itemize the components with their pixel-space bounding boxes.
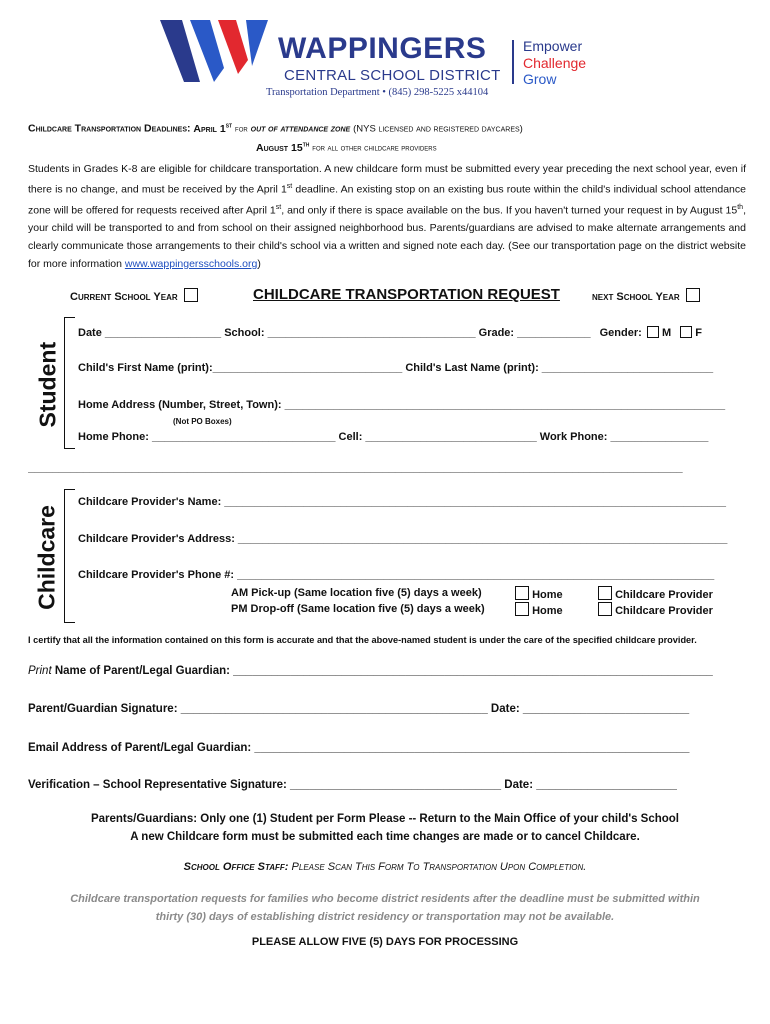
student-bracket	[64, 317, 75, 449]
deadlines-label: Childcare Transportation Deadlines:	[28, 122, 191, 135]
intro-paragraph: Students in Grades K-8 are eligible for childcare transportation. A new childcare form must be submitted every year preceding the next school year, even if there is no change, and must be received by the April 1st deadline. An existing stop on an existing bus route within the child's individual school attendance zone will be offered for requests received after April 1st, and only if there is space available on the bus. If you haven't turned your request in by August 15th, your child will be transported to and from school on their assigned neighborhood bus. Parents/guardians are advised to make alternate arrangements and clearly communicate those arrangements to their child's school via a written and signed note each day. (See our transportation page on the district website for more information www.wappingersschools.org)	[28, 163, 746, 270]
gender-m-checkbox[interactable]	[647, 326, 659, 338]
pm-home-option: Home	[515, 602, 563, 617]
pm-provider-option: Childcare Provider	[598, 602, 713, 617]
am-home-checkbox[interactable]	[515, 586, 529, 600]
am-home-option: Home	[515, 586, 563, 601]
deadlines-line-2	[256, 141, 437, 154]
gender-label: Gender:	[599, 327, 642, 339]
deadline-for-1: for	[235, 123, 248, 134]
student-row-address: Home Address (Number, Street, Town): ________________________________________________________________________	[78, 399, 726, 411]
guardian-email-row: Email Address of Parent/Legal Guardian: ____________________________________________________________________	[28, 742, 690, 754]
section-separator: ___________________________________________________________________________________________________________	[28, 462, 683, 474]
footer-line-1: Parents/Guardians: Only one (1) Student per Form Please -- Return to the Main Office of your child's School	[90, 813, 680, 825]
tagline-grow: Grow	[523, 71, 557, 87]
gender-f-label: F	[695, 327, 702, 339]
student-row-phones: Home Phone: ______________________________ Cell: ____________________________ Work Phone: ________________	[78, 431, 709, 443]
childcare-bracket	[64, 489, 75, 623]
tagline-empower: Empower	[523, 38, 583, 54]
student-row-date-school-grade: Date ___________________ School: __________________________________ Grade: ____________ Gender: M F	[78, 327, 702, 339]
certify-statement: I certify that all the information contained on this form is accurate and that the above-named student is under the care of the specified childcare provider.	[28, 635, 697, 645]
deadline-zone-1-note: (NYS licensed and registered daycares)	[353, 123, 523, 135]
childcare-row-name: Childcare Provider's Name: __________________________________________________________________________________	[78, 496, 726, 508]
student-section-label: Student	[34, 341, 61, 428]
childcare-row-phone: Childcare Provider's Phone #: ______________________________________________________________________________	[78, 569, 715, 581]
district-subtitle: CENTRAL SCHOOL DISTRICT	[284, 67, 501, 84]
district-logo	[160, 16, 600, 86]
gender-f-checkbox[interactable]	[680, 326, 692, 338]
childcare-row-address: Childcare Provider's Address: ________________________________________________________________________________	[78, 533, 728, 545]
address-note: (Not PO Boxes)	[173, 417, 232, 426]
logo-divider	[512, 40, 514, 84]
footer-line-2: A new Childcare form must be submitted each time changes are made or to cancel Childcare.	[130, 831, 640, 843]
next-school-year: next School Year	[592, 288, 700, 303]
student-row-names: Child's First Name (print):_______________________________ Child's Last Name (print): ____________________________	[78, 362, 714, 374]
deadline-date-2: August 15th	[256, 141, 310, 154]
staff-note	[0, 861, 770, 873]
processing-note: PLEASE ALLOW FIVE (5) DAYS FOR PROCESSING	[251, 936, 519, 948]
gender-m-label: M	[661, 327, 672, 339]
late-note-1: Childcare transportation requests for families who become district residents after the deadline must be submitted within	[70, 893, 700, 905]
next-year-checkbox[interactable]	[686, 288, 700, 302]
print-word: Print	[28, 665, 52, 677]
staff-text: Please Scan This Form To Transportation Upon Completion.	[291, 861, 587, 873]
deadline-for-2: for all other childcare providers	[312, 142, 437, 153]
w-logo-icon	[160, 16, 272, 86]
guardian-name-row: Print Name of Parent/Legal Guardian: ___________________________________________________________________________	[28, 665, 713, 677]
am-provider-checkbox[interactable]	[598, 586, 612, 600]
guardian-signature-row: Parent/Guardian Signature: ________________________________________________ Date: __________________________	[28, 703, 690, 715]
current-school-year: Current School Year	[70, 288, 198, 303]
am-pickup-label: AM Pick-up (Same location five (5) days a week)	[231, 587, 482, 599]
tagline-challenge: Challenge	[523, 55, 587, 71]
form-title: CHILDCARE TRANSPORTATION REQUEST	[253, 286, 560, 303]
district-website-link[interactable]: www.wappingersschools.org	[124, 258, 258, 270]
late-note-2: thirty (30) days of establishing district residency or transportation may not be available.	[155, 911, 615, 923]
am-provider-option: Childcare Provider	[598, 586, 713, 601]
pm-provider-checkbox[interactable]	[598, 602, 612, 616]
pm-dropoff-label: PM Drop-off (Same location five (5) days a week)	[231, 603, 485, 615]
dept-line: Transportation Department • (845) 298-5225 x44104	[266, 87, 489, 98]
childcare-section-label: Childcare	[33, 505, 60, 610]
staff-label: School Office Staff:	[183, 861, 289, 873]
current-year-checkbox[interactable]	[184, 288, 198, 302]
pm-home-checkbox[interactable]	[515, 602, 529, 616]
deadlines-line-1	[28, 122, 523, 135]
deadline-date-1: April 1st	[193, 122, 233, 135]
deadline-zone-1: out of attendance zone	[250, 123, 351, 135]
verification-row: Verification – School Representative Signature: _________________________________ Date: ______________________	[28, 779, 677, 791]
district-name: WAPPINGERS	[278, 32, 487, 65]
